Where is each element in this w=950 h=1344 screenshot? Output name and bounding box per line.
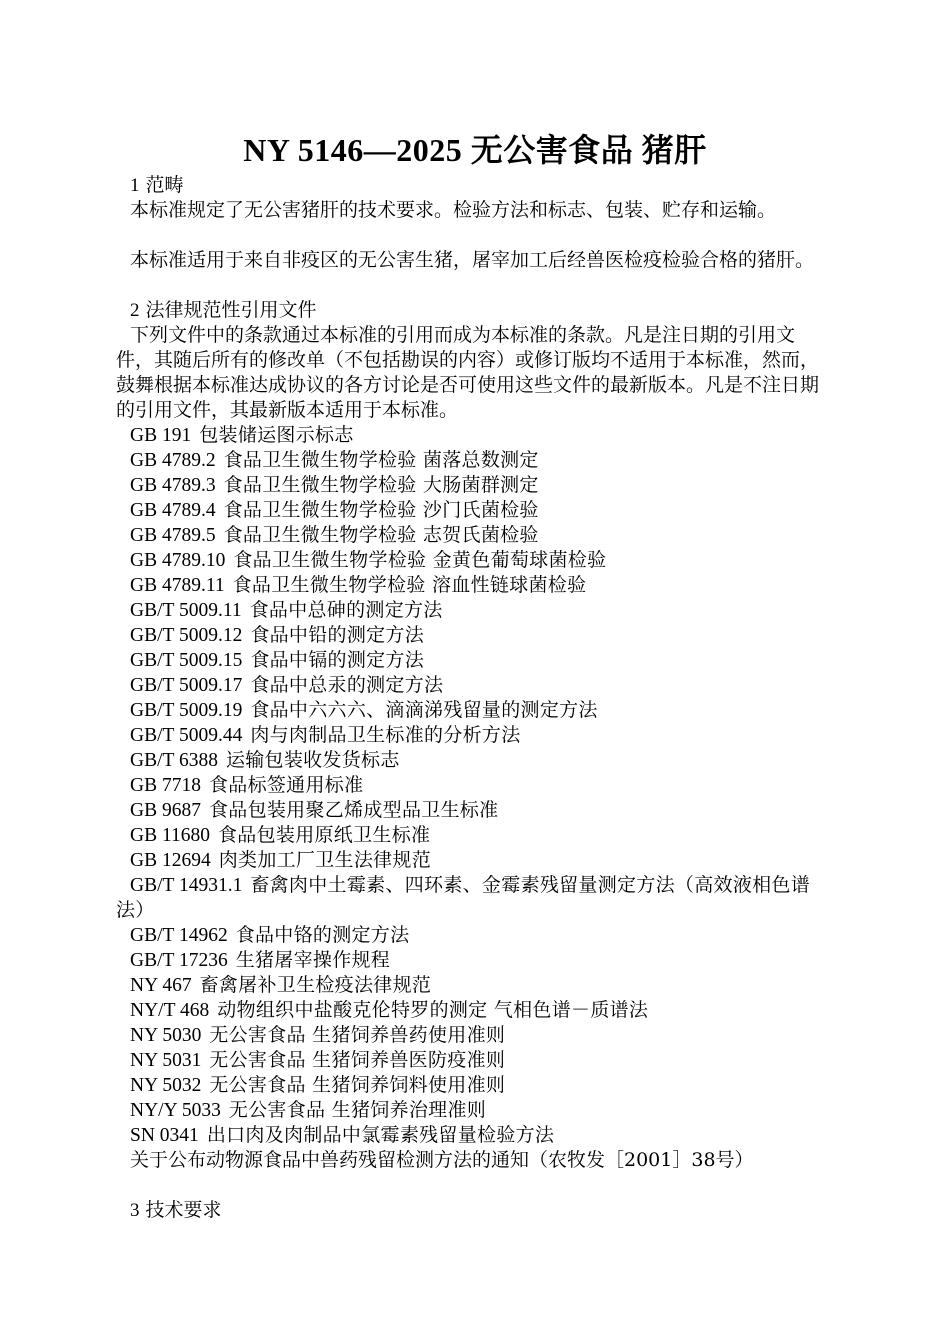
reference-code: NY 5030 [130, 1025, 202, 1046]
reference-code: GB/T 5009.12 [130, 625, 243, 646]
reference-name: 生猪屠宰操作规程 [235, 949, 391, 971]
reference-item [116, 648, 830, 673]
reference-name: 畜禽屠补卫生检疫法律规范 [199, 974, 432, 996]
reference-item [116, 698, 830, 723]
reference-code: GB 4789.11 [130, 575, 225, 596]
reference-name: 食品中总汞的测定方法 [250, 674, 444, 696]
reference-code: GB/T 14931.1 [130, 875, 243, 896]
reference-list [116, 423, 830, 873]
section-number: 2 [130, 300, 140, 321]
reference-item [116, 548, 830, 573]
reference-item [116, 823, 830, 848]
reference-code: SN 0341 [130, 1125, 199, 1146]
reference-name: 肉与肉制品卫生标准的分析方法 [250, 724, 521, 746]
reference-code: GB/T 17236 [130, 950, 228, 971]
reference-name: 出口肉及肉制品中氯霉素残留量检验方法 [206, 1124, 555, 1146]
section-title: 范畴 [145, 174, 184, 196]
section-1-paragraph-2: 本标准适用于来自非疫区的无公害生猪，屠宰加工后经兽医检疫检验合格的猪肝。 [130, 249, 815, 271]
reference-item [116, 723, 830, 748]
section-number: 1 [130, 175, 140, 196]
reference-code: GB 12694 [130, 850, 211, 871]
reference-item [116, 998, 830, 1023]
reference-name: 无公害食品 生猪饲养饲料使用准则 [209, 1074, 506, 1096]
document-title: NY 5146—2025 无公害食品 猪肝 [243, 132, 707, 168]
reference-name: 运输包装收发货标志 [225, 749, 400, 771]
reference-item [116, 1073, 830, 1098]
reference-code: GB/T 14962 [130, 925, 228, 946]
reference-item [116, 1048, 830, 1073]
reference-name: 食品卫生微生物学检验 大肠菌群测定 [223, 474, 539, 496]
reference-name: 食品标签通用标准 [208, 774, 364, 796]
reference-item [116, 673, 830, 698]
reference-code: GB 11680 [130, 825, 210, 846]
reference-name: 畜禽肉中土霉素、四环素、金霉素残留量测定方法（高效液相色谱法） [116, 874, 811, 921]
reference-code: GB 7718 [130, 775, 201, 796]
reference-name: 食品中铬的测定方法 [235, 924, 410, 946]
reference-item [116, 448, 830, 473]
reference-code: GB/T 5009.11 [130, 600, 242, 621]
reference-code: GB/T 5009.19 [130, 700, 243, 721]
reference-name: 食品卫生微生物学检验 沙门氏菌检验 [223, 499, 539, 521]
reference-item [116, 773, 830, 798]
reference-code: GB 9687 [130, 800, 201, 821]
section-title: 法律规范性引用文件 [145, 299, 317, 321]
reference-item [116, 748, 830, 773]
section-1-heading [116, 173, 830, 198]
reference-name: 食品卫生微生物学检验 金黄色葡萄球菌检验 [233, 549, 607, 571]
reference-code: GB 191 [130, 425, 192, 446]
section-3-heading [116, 1198, 830, 1223]
reference-code: GB/T 5009.17 [130, 675, 243, 696]
reference-item [116, 1023, 830, 1048]
reference-item [116, 973, 830, 998]
reference-name: 肉类加工厂卫生法律规范 [218, 849, 432, 871]
section-2-intro: 下列文件中的条款通过本标准的引用而成为本标准的条款。凡是注日期的引用文件，其随后所有的修改单（不包括勘误的内容）或修订版均不适用于本标准，然而，鼓舞根据本标准达成协议的各方讨论是否可使用这些文件的最新版本。凡是不注日期的引用文件，其最新版本适用于本标准。 [116, 324, 820, 421]
section-title: 技术要求 [145, 1199, 222, 1221]
reference-item [116, 1098, 830, 1123]
reference-item [116, 623, 830, 648]
reference-code: NY 467 [130, 975, 192, 996]
reference-item [116, 423, 830, 448]
reference-code: GB/T 6388 [130, 750, 218, 771]
reference-name: 无公害食品 生猪饲养治理准则 [228, 1099, 487, 1121]
reference-item [116, 798, 830, 823]
reference-code: NY/T 468 [130, 1000, 210, 1021]
reference-code: GB 4789.5 [130, 525, 216, 546]
reference-item [116, 923, 830, 948]
reference-code: GB 4789.4 [130, 500, 216, 521]
reference-code: NY 5032 [130, 1075, 202, 1096]
reference-item [116, 473, 830, 498]
reference-item [116, 598, 830, 623]
reference-code: GB/T 5009.44 [130, 725, 243, 746]
reference-name: 食品卫生微生物学检验 溶血性链球菌检验 [232, 574, 587, 596]
section-1-paragraph-1: 本标准规定了无公害猪肝的技术要求。检验方法和标志、包装、贮存和运输。 [130, 199, 777, 221]
reference-list-continued [116, 923, 830, 1148]
document-body [116, 173, 830, 1223]
section-number: 3 [130, 1200, 140, 1221]
reference-notice: 关于公布动物源食品中兽药残留检测方法的通知（农牧发［2001］38号） [130, 1149, 754, 1171]
reference-name: 无公害食品 生猪饲养兽药使用准则 [209, 1024, 506, 1046]
reference-name: 无公害食品 生猪饲养兽医防疫准则 [209, 1049, 506, 1071]
reference-code: NY/Y 5033 [130, 1100, 221, 1121]
reference-code: GB/T 5009.15 [130, 650, 243, 671]
reference-name: 食品包装用原纸卫生标准 [218, 824, 431, 846]
section-2-heading [116, 298, 830, 323]
reference-name: 食品卫生微生物学检验 志贺氏菌检验 [223, 524, 539, 546]
reference-code: GB 4789.10 [130, 550, 226, 571]
reference-item [116, 848, 830, 873]
reference-code: GB 4789.3 [130, 475, 216, 496]
reference-item [116, 523, 830, 548]
reference-name: 食品中铅的测定方法 [250, 624, 425, 646]
reference-name: 食品包装用聚乙烯成型品卫生标准 [208, 799, 499, 821]
reference-item [116, 1123, 830, 1148]
reference-item [116, 498, 830, 523]
reference-name: 食品中总砷的测定方法 [249, 599, 443, 621]
reference-item [116, 948, 830, 973]
reference-item-long [116, 873, 830, 923]
reference-name: 食品卫生微生物学检验 菌落总数测定 [223, 449, 539, 471]
reference-name: 食品中镉的测定方法 [250, 649, 425, 671]
reference-name: 食品中六六六、滴滴涕残留量的测定方法 [250, 699, 598, 721]
reference-item [116, 573, 830, 598]
reference-name: 动物组织中盐酸克伦特罗的测定 气相色谱－质谱法 [217, 999, 649, 1021]
reference-code: GB 4789.2 [130, 450, 216, 471]
reference-name: 包装储运图示标志 [199, 424, 354, 446]
reference-code: NY 5031 [130, 1050, 202, 1071]
